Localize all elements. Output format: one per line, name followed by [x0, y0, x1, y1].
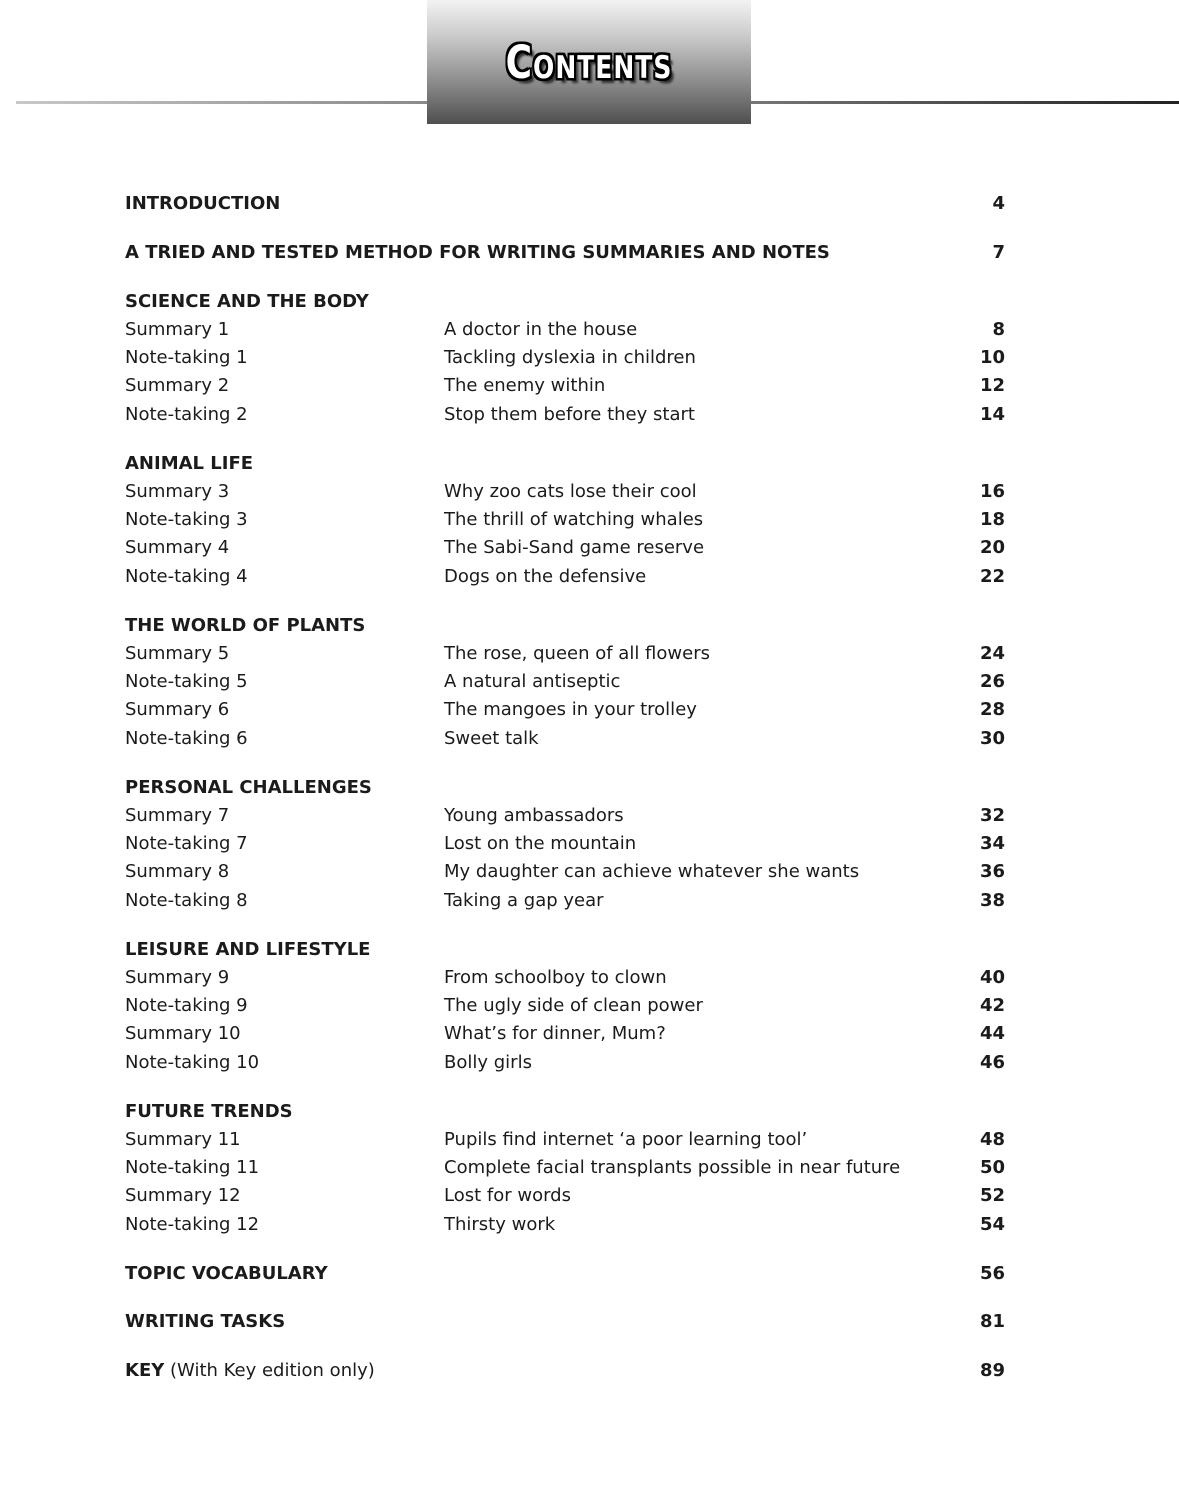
section-heading-text: LEISURE AND LIFESTYLE	[125, 938, 371, 960]
toc-page-number: 8	[992, 318, 1005, 340]
toc-item[interactable]	[125, 1182, 1005, 1210]
section-heading[interactable]	[125, 774, 1005, 802]
toc-item-title: Bolly girls	[444, 1051, 532, 1073]
toc-page-number: 7	[992, 241, 1005, 263]
toc-item-label: Summary 6	[125, 699, 230, 721]
toc-sections	[125, 288, 1005, 1239]
toc-page-number: 10	[979, 347, 1005, 369]
toc-page-number: 50	[979, 1157, 1005, 1179]
toc-page-number: 18	[979, 509, 1005, 531]
table-of-contents	[125, 190, 1005, 1385]
toc-section	[125, 774, 1005, 915]
toc-item[interactable]	[125, 802, 1005, 830]
toc-entry-method[interactable]	[125, 239, 1005, 267]
toc-item-title: Young ambassadors	[444, 804, 624, 826]
section-heading-text: THE WORLD OF PLANTS	[125, 614, 366, 636]
toc-entry-title: A TRIED AND TESTED METHOD FOR WRITING SUMMARIES AND NOTES	[125, 241, 830, 263]
toc-page-number: 34	[979, 833, 1005, 855]
toc-item[interactable]	[125, 887, 1005, 915]
toc-item-title: Pupils find internet ‘a poor learning tool’	[444, 1128, 808, 1150]
toc-item[interactable]	[125, 1154, 1005, 1182]
toc-entry-title	[125, 1357, 375, 1385]
toc-entry-writing-tasks[interactable]	[125, 1308, 1005, 1336]
toc-item-label: Note-taking 9	[125, 995, 248, 1017]
toc-page-number: 46	[979, 1051, 1005, 1073]
toc-page-number: 81	[979, 1311, 1005, 1333]
toc-item-title: The ugly side of clean power	[444, 995, 703, 1017]
toc-page-number: 4	[992, 193, 1005, 214]
toc-page-number: 30	[979, 727, 1005, 749]
toc-item[interactable]	[125, 1211, 1005, 1239]
toc-page-number: 89	[979, 1360, 1005, 1382]
toc-item-title: A doctor in the house	[444, 318, 638, 340]
toc-item-label: Note-taking 3	[125, 509, 248, 531]
toc-item-title: Tackling dyslexia in children	[444, 347, 696, 369]
toc-page-number: 16	[979, 480, 1005, 502]
toc-page-number: 54	[979, 1213, 1005, 1235]
section-heading[interactable]	[125, 1098, 1005, 1126]
toc-item-label: Summary 5	[125, 642, 230, 664]
toc-item[interactable]	[125, 830, 1005, 858]
toc-section	[125, 288, 1005, 429]
toc-entry-title: WRITING TASKS	[125, 1311, 286, 1333]
toc-section	[125, 1098, 1005, 1239]
toc-item-label: Summary 2	[125, 375, 230, 397]
toc-item-title: The thrill of watching whales	[444, 509, 704, 531]
toc-item[interactable]	[125, 668, 1005, 696]
toc-item-title: The mangoes in your trolley	[444, 699, 697, 721]
toc-page-number: 52	[979, 1185, 1005, 1207]
toc-item-label: Summary 3	[125, 480, 230, 502]
toc-page-number: 20	[979, 537, 1005, 559]
toc-page-number: 42	[979, 995, 1005, 1017]
toc-item-label: Note-taking 4	[125, 565, 248, 587]
section-heading[interactable]	[125, 288, 1005, 316]
toc-entry-title: TOPIC VOCABULARY	[125, 1262, 328, 1284]
toc-item[interactable]	[125, 858, 1005, 886]
section-heading-text: FUTURE TRENDS	[125, 1100, 293, 1122]
section-heading[interactable]	[125, 450, 1005, 478]
toc-item-title: From schoolboy to clown	[444, 966, 667, 988]
section-heading[interactable]	[125, 612, 1005, 640]
toc-page-number: 38	[979, 889, 1005, 911]
section-heading-text: SCIENCE AND THE BODY	[125, 290, 369, 312]
toc-section	[125, 612, 1005, 753]
toc-item-label: Note-taking 8	[125, 889, 248, 911]
toc-item[interactable]	[125, 696, 1005, 724]
toc-page-number: 28	[979, 699, 1005, 721]
toc-item[interactable]	[125, 344, 1005, 372]
toc-page-number: 36	[979, 861, 1005, 883]
toc-page-number: 14	[979, 403, 1005, 425]
toc-item[interactable]	[125, 725, 1005, 753]
toc-page-number: 40	[979, 966, 1005, 988]
toc-page-number: 48	[979, 1128, 1005, 1150]
toc-item-label: Note-taking 12	[125, 1213, 260, 1235]
header-rule-left	[16, 101, 428, 104]
toc-item-label: Note-taking 1	[125, 347, 248, 369]
page-title: Contents	[505, 38, 673, 90]
toc-item[interactable]	[125, 563, 1005, 591]
toc-item-label: Note-taking 5	[125, 671, 248, 693]
header-rule-right	[750, 101, 1179, 104]
toc-item-label: Summary 8	[125, 861, 230, 883]
toc-item-label: Note-taking 11	[125, 1157, 260, 1179]
toc-item-title: The Sabi-Sand game reserve	[444, 537, 705, 559]
toc-page-number: 56	[979, 1262, 1005, 1284]
toc-item[interactable]	[125, 372, 1005, 400]
key-note: (With Key edition only)	[170, 1360, 375, 1382]
toc-item[interactable]	[125, 316, 1005, 344]
toc-item-title: The rose, queen of all flowers	[444, 642, 710, 664]
toc-item-label: Summary 9	[125, 966, 230, 988]
toc-item-label: Note-taking 6	[125, 727, 248, 749]
toc-item[interactable]	[125, 478, 1005, 506]
toc-item-label: Note-taking 2	[125, 403, 248, 425]
toc-section	[125, 936, 1005, 1077]
toc-item-title: A natural antiseptic	[444, 671, 621, 693]
toc-item-title: Thirsty work	[444, 1213, 556, 1235]
toc-item-title: My daughter can achieve whatever she wants	[444, 861, 860, 883]
toc-item[interactable]	[125, 1020, 1005, 1048]
toc-item[interactable]	[125, 401, 1005, 429]
toc-item[interactable]	[125, 640, 1005, 668]
toc-item-title: Why zoo cats lose their cool	[444, 480, 697, 502]
toc-item-title: Lost on the mountain	[444, 833, 637, 855]
toc-section	[125, 450, 1005, 591]
toc-item-title: Sweet talk	[444, 727, 539, 749]
toc-page-number: 32	[979, 804, 1005, 826]
toc-item-label: Note-taking 10	[125, 1051, 260, 1073]
toc-item-label: Summary 10	[125, 1023, 241, 1045]
toc-item-title: Dogs on the defensive	[444, 565, 647, 587]
toc-page-number: 26	[979, 671, 1005, 693]
toc-page-number: 22	[979, 565, 1005, 587]
toc-page-number: 12	[979, 375, 1005, 397]
toc-entry-title: INTRODUCTION	[125, 193, 281, 214]
key-title: KEY	[125, 1360, 165, 1382]
toc-item-title: Stop them before they start	[444, 403, 695, 425]
toc-item-label: Summary 1	[125, 318, 230, 340]
toc-item[interactable]	[125, 964, 1005, 992]
toc-item[interactable]	[125, 992, 1005, 1020]
toc-item[interactable]	[125, 1126, 1005, 1154]
contents-banner	[427, 0, 751, 124]
toc-item-title: Lost for words	[444, 1185, 571, 1207]
toc-item-title: What’s for dinner, Mum?	[444, 1023, 666, 1045]
section-heading-text: ANIMAL LIFE	[125, 452, 254, 474]
toc-item-label: Note-taking 7	[125, 833, 248, 855]
toc-entry-key[interactable]	[125, 1357, 1005, 1385]
toc-page-number: 44	[979, 1023, 1005, 1045]
toc-item-title: The enemy within	[444, 375, 606, 397]
toc-item-label: Summary 7	[125, 804, 230, 826]
toc-item[interactable]	[125, 506, 1005, 534]
toc-item-label: Summary 11	[125, 1128, 241, 1150]
section-heading-text: PERSONAL CHALLENGES	[125, 776, 372, 798]
toc-item[interactable]	[125, 1049, 1005, 1077]
toc-entry-topic-vocabulary[interactable]	[125, 1260, 1005, 1288]
toc-item-label: Summary 12	[125, 1185, 241, 1207]
section-heading[interactable]	[125, 936, 1005, 964]
toc-entry-introduction[interactable]	[125, 190, 1005, 218]
toc-page-number: 24	[979, 642, 1005, 664]
toc-item[interactable]	[125, 534, 1005, 562]
toc-item-title: Complete facial transplants possible in near future	[444, 1157, 901, 1179]
toc-item-label: Summary 4	[125, 537, 230, 559]
toc-item-title: Taking a gap year	[444, 889, 604, 911]
